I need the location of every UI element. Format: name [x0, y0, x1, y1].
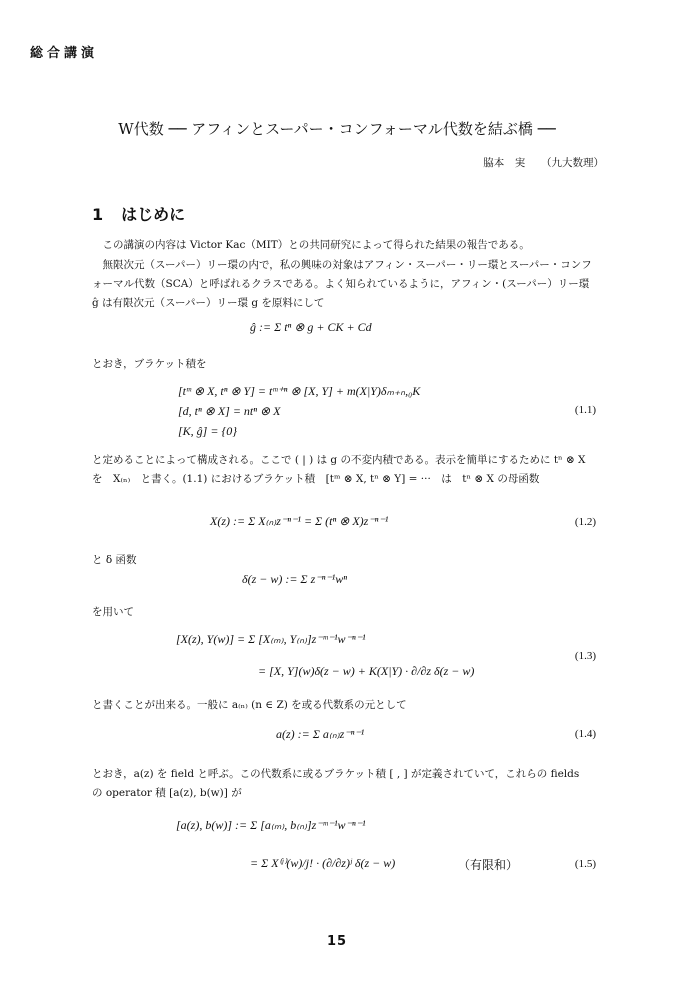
equation-1-2: X(z) := Σ X₍ₙ₎z⁻ⁿ⁻¹ = Σ (tⁿ ⊗ X)z⁻ⁿ⁻¹: [210, 514, 389, 528]
section-heading: [92, 202, 203, 225]
author-line: 脇本 実 （九大数理）: [483, 157, 604, 169]
equation-1-3b: = [X, Y](w)δ(z − w) + K(X|Y) · ∂/∂z δ(z − w): [258, 664, 475, 678]
finite-sum-note: （有限和）: [458, 858, 519, 872]
equation-1-1b: [d, tⁿ ⊗ X] = ntⁿ ⊗ X: [178, 404, 281, 418]
equation-number-1-3: (1.3): [574, 650, 596, 662]
paragraph-1: この講演の内容は Victor Kac（MIT）との共同研究によって得られた結果の報告である。: [102, 239, 530, 251]
journal-header: 総合講演: [30, 46, 99, 61]
equation-number-1-1: (1.1): [574, 404, 596, 416]
article-title: W代数 ── アフィンとスーパー・コンフォーマル代数を結ぶ橋 ──: [118, 120, 556, 138]
paragraph-4: と定めることによって構成される。ここで ( | ) は g の不変内積である。表示を簡単にするために tⁿ ⊗ X を X₍ₙ₎ と書く。(1.1) におけるブラケット積 [tᵐ ⊗ X, tⁿ ⊗ Y] = ··· は tⁿ ⊗ X の母函数: [92, 454, 597, 485]
equation-1-1a: [tᵐ ⊗ X, tⁿ ⊗ Y] = tᵐ⁺ⁿ ⊗ [X, Y] + m(X|Y)δₘ₊ₙ,₀K: [178, 384, 421, 398]
equation-ghat: ĝ := Σ tⁿ ⊗ g + CK + Cd: [250, 320, 372, 334]
section-title: はじめに: [121, 205, 186, 224]
paragraph-7: と書くことが出来る。一般に a₍ₙ₎ (n ∈ Z) を或る代数系の元として: [92, 699, 407, 711]
paragraph-2: 無限次元（スーパー）リー環の内で，私の興味の対象はアフィン・スーパー・リー環とスーパー・コンフォーマル代数（SCA）と呼ばれるクラスである。よく知られているように，アフィン・(スーパー）リー環 ĝ は有限次元（スーパー）リー環 g を原料にして: [92, 259, 592, 309]
paragraph-6: を用いて: [92, 606, 134, 618]
equation-1-1c: [K, ĝ] = {0}: [178, 424, 238, 438]
equation-1-5b: = Σ X⁽ʲ⁾(w)/j! · (∂/∂z)ʲ δ(z − w): [250, 856, 396, 870]
equation-1-4: a(z) := Σ a₍ₙ₎z⁻ⁿ⁻¹: [276, 727, 365, 741]
equation-delta: δ(z − w) := Σ z⁻ⁿ⁻¹wⁿ: [242, 572, 348, 586]
section-number: 1: [92, 205, 104, 224]
equation-1-5a: [a(z), b(w)] := Σ [a₍ₘ₎, b₍ₙ₎]z⁻ᵐ⁻¹w⁻ⁿ⁻¹: [176, 818, 366, 832]
equation-number-1-4: (1.4): [574, 728, 596, 740]
paragraph-3: とおき，ブラケット積を: [92, 358, 207, 370]
paragraph-5: と δ 函数: [92, 554, 137, 566]
page-number: 15: [326, 934, 348, 949]
equation-number-1-2: (1.2): [574, 516, 596, 528]
equation-1-3a: [X(z), Y(w)] = Σ [X₍ₘ₎, Y₍ₙ₎]z⁻ᵐ⁻¹w⁻ⁿ⁻¹: [176, 632, 366, 646]
equation-number-1-5: (1.5): [574, 858, 596, 870]
paragraph-8: とおき，a(z) を field と呼ぶ。この代数系に或るブラケット積 [ , ] が定義されていて，これらの fields の operator 積 [a(z), b(w)] が: [92, 768, 580, 799]
